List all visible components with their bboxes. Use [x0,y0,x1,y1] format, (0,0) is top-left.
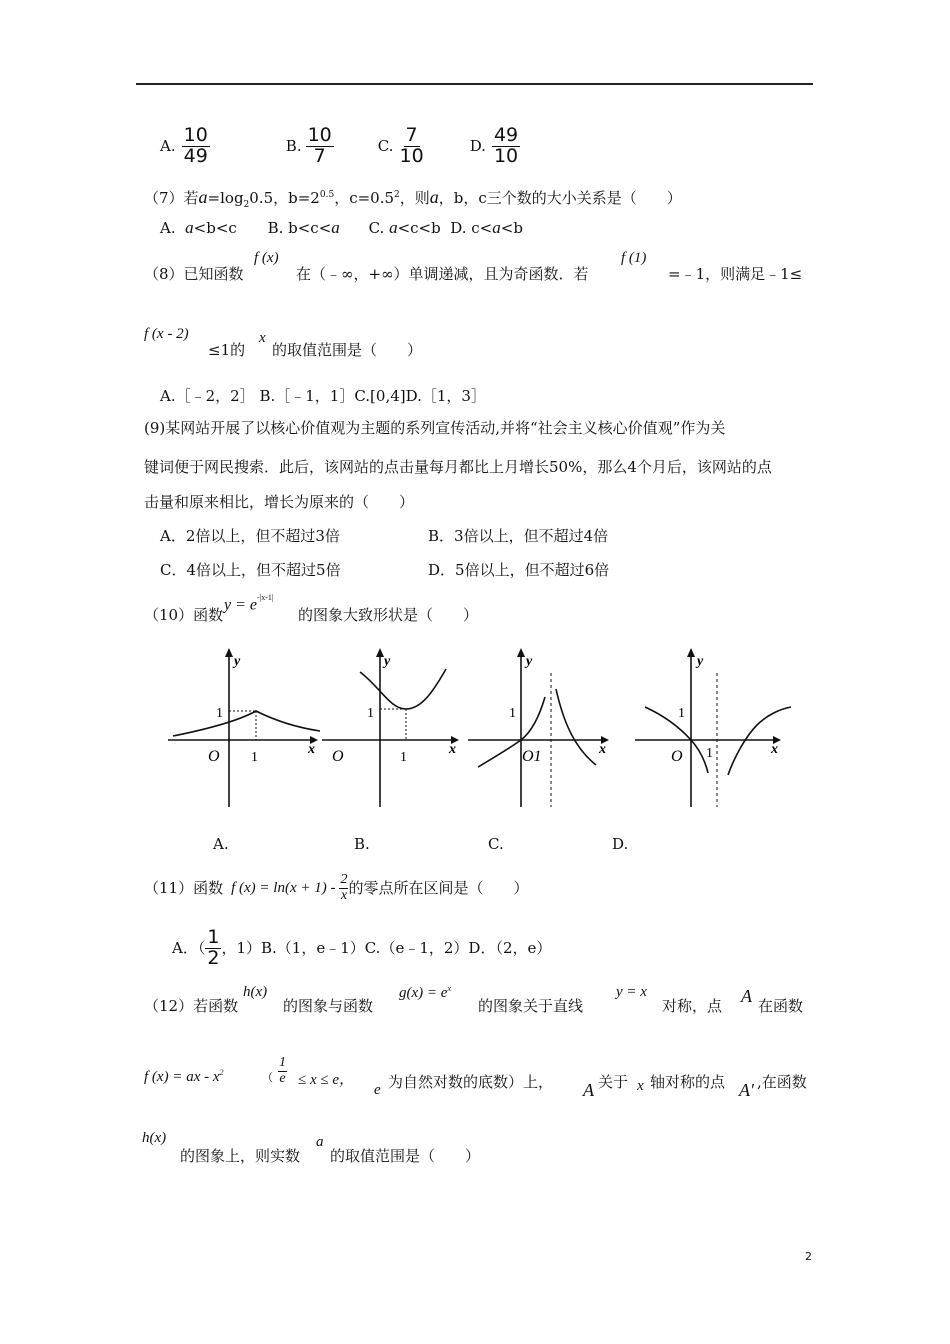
q10-graph-b [322,645,462,810]
q12-line2-A: A [583,1080,594,1100]
svg-text:1: 1 [216,706,223,721]
q6-opt-d-fraction: $\frac{49}{10}$ [493,123,519,167]
svg-text:O: O [332,748,344,765]
svg-text:O1: O1 [522,748,542,765]
svg-text:x: x [449,742,456,757]
q12-line3-a: a [316,1134,324,1150]
q12-line2-x: x [637,1078,644,1094]
q8-stem-post: =﹣1，则满足﹣1≤ [668,265,803,283]
q9-line3: 击量和原来相比，增长为原来的（ ） [144,493,415,511]
q12-line2-open: （ [262,1071,273,1084]
q8-stem-mid: 在（﹣∞，+∞）单调递减，且为奇函数．若 [296,265,589,283]
q12-mid2: 的图象关于直线 [478,997,584,1015]
q9-opt-c: C．4倍以上，但不超过5倍 [160,561,341,579]
q10-label-d: D. [612,835,629,853]
q10-graph-d [635,645,795,810]
svg-text:1: 1 [400,750,407,765]
svg-text:x: x [308,742,315,757]
q12-line2-mid3: 轴对称的点 [650,1073,726,1091]
q12-line2-fx: f (x) = ax - $x^2$ [144,1068,224,1085]
q10-label-c: C. [488,835,504,853]
q8-f1: f (1) [621,250,647,266]
q11-stem: （11）函数 f (x) = ln(x + 1) - 2 x 的零点所在区间是（ ） [144,871,529,903]
q7-stem: （7）若$a=\log_20.5$，$b=2^{0.5}$，$c=0.5^2$，则a，b，c三个数的大小关系是（ ） [144,187,682,210]
q12-line3-mid: 的图象上，则实数 [180,1147,301,1165]
q8-line2-x: x [259,330,266,346]
q11-options: A．（ $\frac{1}{2}$ ，1）B.（1，e﹣1）C.（e﹣1，2）D．（2，e） [172,925,552,969]
svg-text:y: y [234,654,241,669]
q12-line2-mid: 为自然对数的底数）上， [388,1073,554,1091]
svg-text:O: O [671,748,683,765]
q6-opt-a-label: A. [160,137,176,155]
q10-label-a: A. [213,835,229,853]
svg-text:1: 1 [509,706,516,721]
svg-text:1: 1 [706,746,713,761]
q8-line2-post: 的取值范围是（ ） [272,341,423,359]
q10-stem-post: 的图象大致形状是（ ） [298,606,479,624]
svg-text:y: y [697,654,704,669]
q8-stem-line1: （8）已知函数 [144,265,244,283]
q12-line2-e: e [374,1082,381,1098]
q10-graph-c [468,645,613,810]
q8-fx-minus-2: f (x - 2) [144,326,189,342]
q12-line2-frac: $\frac{1}{e}$ [279,1055,286,1086]
q6-opt-c-label: C. [377,137,394,155]
q6-opt-c-fraction: $\frac{7}{10}$ [399,123,424,167]
svg-text:O: O [208,748,220,765]
q10-graph-a [168,645,320,810]
q9-opt-a: A．2倍以上，但不超过3倍 [160,527,340,545]
svg-text:x: x [599,742,606,757]
q10-formula: $y = e^{-|x-1|}$ [224,593,274,614]
q12-line2-post: ,在函数 [757,1073,807,1091]
q12-stem-pre: （12）若函数 [144,997,239,1015]
q8-fx: f (x) [254,250,279,266]
q12-line2-Aprime: A′ [739,1080,754,1100]
q12-line2-ineq: ≤ x ≤ e， [298,1072,355,1088]
q7-options: A. a<b<c B. b<c<a C. a<c<b D. c<a<b [160,218,523,237]
svg-text:y: y [526,654,533,669]
q6-opt-d-label: D. [469,137,486,155]
q9-opt-d: D．5倍以上，但不超过6倍 [428,561,610,579]
q12-line3-hx: h(x) [142,1130,167,1146]
q12-mid4: 在函数 [758,997,804,1015]
q9-line1: (9)某网站开展了以核心价值观为主题的系列宣传活动,并将“社会主义核心价值观”作为关 [144,419,726,437]
q12-mid3: 对称，点 [662,997,723,1015]
q8-options: A.［﹣2，2］ B.［﹣1，1］C.[0,4]D.［1，3］ [160,387,486,405]
q10-stem-pre: （10）函数 [144,606,224,624]
q12-A: A [741,986,752,1006]
q9-opt-b: B．3倍以上，但不超过4倍 [428,527,609,545]
q12-gx: $g(x) = e^x$ [399,984,451,1001]
q12-mid1: 的图象与函数 [283,997,374,1015]
q6-options [160,124,520,168]
svg-text:1: 1 [367,706,374,721]
q8-line2-mid: ≤1的 [208,341,246,359]
q10-label-b: B. [354,835,370,853]
q12-yx: y = x [616,984,647,1000]
q6-opt-a-fraction: $\frac{10}{49}$ [183,123,208,167]
svg-text:x: x [771,742,778,757]
q6-opt-b-fraction: $\frac{10}{7}$ [307,123,332,167]
q12-hx: h(x) [243,984,268,1000]
page-number: 2 [805,1250,812,1263]
q6-opt-b-label: B. [285,137,302,155]
q12-line3-post: 的取值范围是（ ） [330,1147,481,1165]
q12-line2-mid2: 关于 [598,1073,629,1091]
svg-text:1: 1 [251,750,258,765]
svg-text:1: 1 [678,706,685,721]
q9-line2: 键词便于网民搜索．此后，该网站的点击量每月都比上月增长50%，那么4个月后，该网站的点 [144,458,772,476]
svg-text:y: y [384,654,391,669]
header-rule [136,83,813,85]
